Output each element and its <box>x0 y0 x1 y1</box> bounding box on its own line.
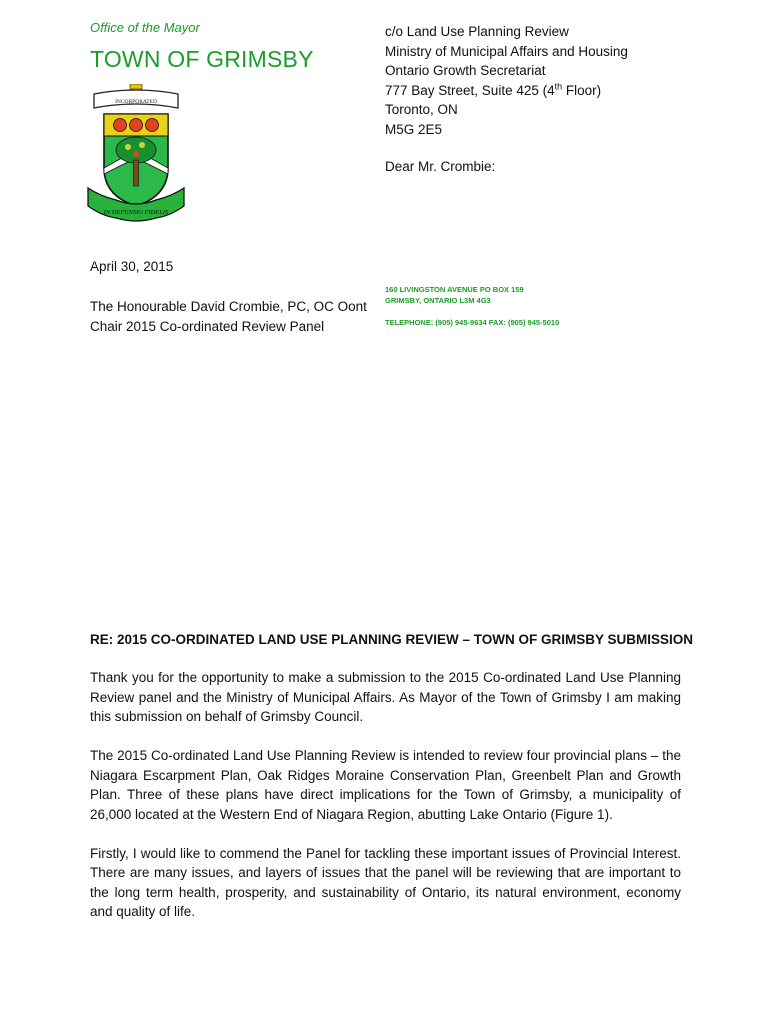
street-post: Floor) <box>562 82 602 98</box>
letter-body <box>90 668 681 941</box>
recipient-line: Toronto, ON <box>385 102 458 118</box>
recipient-line: M5G 2E5 <box>385 121 443 137</box>
contact-address-line: 160 LIVINGSTON AVENUE PO BOX 159 <box>385 285 524 294</box>
recipient-line: c/o Land Use Planning Review <box>385 24 569 39</box>
salutation: Dear Mr. Crombie: <box>385 159 496 174</box>
crest-motto-bottom: IN DEFENSIO FIDELIS <box>103 209 169 216</box>
addressee-line: The Honourable David Crombie, PC, OC Oont <box>90 299 367 314</box>
recipient-line: Ontario Growth Secretariat <box>385 63 546 79</box>
town-crest-logo <box>86 84 186 224</box>
recipient-address-block <box>385 22 628 140</box>
letter-date: April 30, 2015 <box>90 259 174 274</box>
body-paragraph: Firstly, I would like to commend the Panel for tackling these important issues of Provincial Interest. There are many issues, and layers of issues that the panel will be reviewing that are important to the long term health, prosperity, and sustainability of Ontario, its natural environment, economy and quality of life. <box>90 845 681 919</box>
addressee-line: Chair 2015 Co-ordinated Review Panel <box>90 319 325 334</box>
subject-line: RE: 2015 CO-ORDINATED LAND USE PLANNING REVIEW – TOWN OF GRIMSBY SUBMISSION <box>90 632 694 647</box>
crest-motto-top: INCORPORATED <box>115 99 157 105</box>
addressee-block <box>90 297 367 337</box>
recipient-street-line <box>385 81 628 101</box>
office-of-mayor-label: Office of the Mayor <box>90 20 200 35</box>
body-paragraph: The 2015 Co-ordinated Land Use Planning Review is intended to review four provincial plans – the Niagara Escarpment Plan, Oak Ridges Moraine Conservation Plan, Greenbelt Plan and Growth Plan. Three of these plans have direct implications for the Town of Grimsby, a municipality of 26,000 located at the Western End of Niagara Region, abutting Lake Ontario (Figure 1). <box>90 748 681 822</box>
contact-phone-fax: TELEPHONE: (905) 945-9634 FAX: (905) 945-5010 <box>385 318 560 327</box>
contact-address-line: GRIMSBY, ONTARIO L3M 4G3 <box>385 295 491 305</box>
street-pre: 777 Bay Street, Suite 425 (4 <box>385 82 555 98</box>
body-paragraph: Thank you for the opportunity to make a submission to the 2015 Co-ordinated Land Use Planning Review panel and the Ministry of Municipal Affairs. As Mayor of the Town of Grimsby I am making this submission on behalf of Grimsby Council. <box>90 670 681 724</box>
recipient-line: Ministry of Municipal Affairs and Housing <box>385 43 628 59</box>
floor-ordinal: th <box>554 81 563 92</box>
town-contact-info <box>385 285 559 329</box>
town-name-heading: TOWN OF GRIMSBY <box>90 46 314 72</box>
